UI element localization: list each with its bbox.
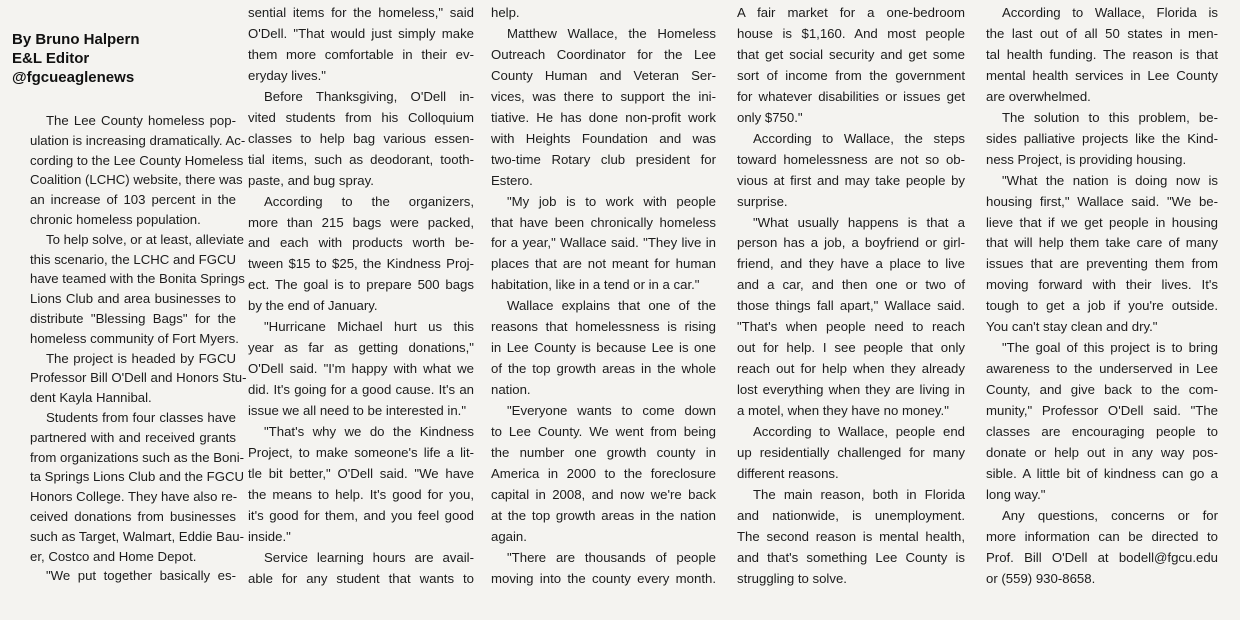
text-line: this scenario, the LCHC and FGCU — [30, 251, 236, 267]
article-paragraph — [737, 129, 965, 213]
text-line: and that's something Lee County is — [737, 549, 965, 565]
text-line: inside." — [248, 528, 291, 544]
text-line: According to the organizers, — [264, 193, 474, 209]
article-column-5 — [986, 3, 1218, 590]
text-line: tial items, such as deodorant, tooth- — [248, 151, 474, 167]
text-line: are overwhelmed. — [986, 88, 1091, 104]
text-line: long way." — [986, 486, 1046, 502]
article-paragraph — [986, 108, 1218, 171]
article-paragraph — [737, 485, 965, 590]
text-line: dent Kayla Hannibal. — [30, 390, 152, 406]
text-line: and each with products worth be- — [248, 235, 474, 251]
text-line: sible. A little bit of kindness can go a — [986, 465, 1218, 481]
text-line: it's good for them, and you feel good — [248, 507, 474, 523]
text-line: The project is headed by FGCU — [46, 350, 236, 366]
text-line: help. — [491, 5, 520, 20]
text-line: America in 2000 to the foreclosure — [491, 465, 716, 481]
text-line: Before Thanksgiving, O'Dell in- — [264, 88, 474, 104]
text-line: Professor Bill O'Dell and Honors Stu- — [30, 370, 247, 386]
text-line: reach out for help when they already — [737, 361, 965, 377]
article-paragraph — [248, 87, 474, 192]
text-line: "That's when people need to reach — [737, 319, 965, 335]
author-role: E&L Editor — [12, 50, 90, 67]
text-line: lost everything when they are living in — [737, 382, 965, 398]
text-line: more information can be directed to — [986, 528, 1218, 544]
text-line: friend, and they have a place to live — [737, 256, 965, 272]
text-line: issue we all need to be interested in." — [248, 403, 467, 419]
text-line: house is $1,160. And most people — [737, 25, 965, 41]
text-line: ness Project, is providing housing. — [986, 151, 1187, 167]
text-line: reasons that homelessness is rising — [491, 319, 716, 335]
article-paragraph — [30, 408, 245, 566]
text-line: A fair market for a one-bedroom — [737, 5, 965, 20]
article-paragraph — [491, 3, 716, 24]
text-line: "The goal of this project is to bring — [1002, 340, 1218, 356]
article-paragraph — [248, 548, 474, 590]
text-line: such as Target, Walmart, Eddie Bau- — [30, 528, 245, 544]
text-line: two-time Rotary club president for — [491, 151, 716, 167]
text-line: with Heights Foundation and was — [491, 130, 716, 146]
text-line: vious at first and may take people by — [737, 172, 965, 188]
text-line: or (559) 930-8658. — [986, 570, 1096, 586]
text-line: did. It's going for a good cause. It's an — [248, 382, 474, 398]
text-line: sides palliative projects like the Kind- — [986, 130, 1218, 146]
text-line: those things fall apart," Wallace said. — [737, 298, 965, 314]
text-line: sential items for the homeless," said — [248, 5, 474, 20]
text-line: To help solve, or at least, alleviate — [46, 231, 244, 247]
text-line: the number one growth county in — [491, 445, 716, 461]
text-line: Project, to make someone's life a lit- — [248, 445, 474, 461]
text-line: that get social security and get some — [737, 46, 965, 62]
text-line: "What usually happens is that a — [753, 214, 965, 230]
text-line: Students from four classes have — [46, 409, 236, 425]
article-paragraph — [986, 506, 1218, 590]
text-line: "Everyone wants to come down — [507, 403, 716, 419]
text-line: a motel, when they have no money." — [737, 403, 949, 419]
text-line: an increase of 103 percent in the — [30, 192, 236, 208]
text-line: places that are not meant for human — [491, 256, 716, 272]
text-line: classes are encouraging people to — [986, 424, 1218, 440]
text-line: partnered with and received grants — [30, 429, 236, 445]
article-paragraph — [986, 338, 1218, 506]
article-paragraph — [30, 566, 236, 586]
text-line: vited students from his Colloquium — [248, 109, 474, 125]
text-line: capital in 2008, and now we're back — [491, 486, 716, 502]
text-line: that will help them take care of many — [986, 235, 1218, 251]
text-line: You can't stay clean and dry." — [986, 319, 1158, 335]
article-paragraph — [986, 3, 1218, 108]
text-line: and nationwide, is unemployment. — [737, 507, 965, 523]
text-line: toward homelessness are not so ob- — [737, 151, 965, 167]
text-line: in Lee County is because Lee is one — [491, 340, 716, 356]
text-line: tween $15 to $25, the Kindness Proj- — [248, 256, 474, 272]
text-line: only $750." — [737, 109, 803, 125]
text-line: Service learning hours are avail- — [264, 549, 474, 565]
text-line: at the top growth areas in the nation — [491, 507, 716, 523]
text-line: "That's why we do the Kindness — [264, 424, 474, 440]
article-paragraph — [491, 192, 716, 297]
text-line: habitation, like in a tend or in a car." — [491, 277, 700, 293]
text-line: Estero. — [491, 172, 533, 188]
text-line: Lions Club and area businesses to — [30, 291, 236, 307]
text-line: paste, and bug spray. — [248, 172, 374, 188]
article-paragraph — [491, 24, 716, 192]
text-line: eryday lives." — [248, 67, 326, 83]
text-line: The solution to this problem, be- — [1002, 109, 1218, 125]
text-line: awareness to the underserved in Lee — [986, 361, 1218, 377]
text-line: for a year," Wallace said. "They live in — [491, 235, 716, 251]
text-line: moving forward with their lives. It's — [986, 277, 1218, 293]
text-line: able for any student that wants to — [248, 570, 474, 586]
article-paragraph — [248, 192, 474, 318]
text-line: person has a job, a boyfriend or girl- — [737, 235, 965, 251]
text-line: According to Wallace, people end — [753, 424, 965, 440]
text-line: er, Costco and Home Depot. — [30, 548, 197, 564]
text-line: out for help. I see people that only — [737, 340, 965, 356]
text-line: County, and give back to the com- — [986, 382, 1218, 398]
article-paragraph — [30, 349, 247, 408]
article-paragraph — [248, 3, 474, 87]
text-line: by the end of January. — [248, 298, 378, 314]
text-line: again. — [491, 528, 527, 544]
text-line: tal health funding. The reason is that — [986, 46, 1218, 62]
text-line: Prof. Bill O'Dell at bodell@fgcu.edu — [986, 549, 1218, 565]
text-line: more than 215 bags were packed, — [248, 214, 474, 230]
text-line: ulation is increasing dramatically. Ac- — [30, 132, 246, 148]
text-line: different reasons. — [737, 465, 839, 481]
text-line: Wallace explains that one of the — [507, 298, 716, 314]
author-name: By Bruno Halpern — [12, 31, 140, 48]
text-line: moving into the county every month. — [491, 570, 716, 586]
text-line: ceived donations from businesses — [30, 508, 236, 524]
text-line: issues that are preventing them from — [986, 256, 1218, 272]
text-line: chronic homeless population. — [30, 211, 201, 227]
byline — [12, 30, 140, 87]
text-line: that have been chronically homeless — [491, 214, 716, 230]
text-line: According to Wallace, the steps — [753, 130, 965, 146]
text-line: "What the nation is doing now is — [1002, 172, 1218, 188]
text-line: them more comfortable in their ev- — [248, 46, 474, 62]
text-line: sort of income from the government — [737, 67, 965, 83]
text-line: homeless community of Fort Myers. — [30, 330, 239, 346]
text-line: the last out of all 50 states in men- — [986, 25, 1218, 41]
text-line: surprise. — [737, 193, 788, 209]
text-line: "We put together basically es- — [46, 568, 236, 584]
text-line: ta Springs Lions Club and the FGCU — [30, 469, 245, 485]
text-line: "My job is to work with people — [507, 193, 716, 209]
text-line: of the top growth areas in the whole — [491, 361, 716, 377]
text-line: Any questions, concerns or for — [1002, 507, 1218, 523]
text-line: ect. The goal is to prepare 500 bags — [248, 277, 474, 293]
text-line: tough to get a job if you're outside. — [986, 298, 1218, 314]
article-column-2 — [248, 3, 474, 590]
text-line: "Hurricane Michael hurt us this — [264, 319, 474, 335]
article-column-1 — [30, 111, 247, 586]
text-line: and a car, and then one or two of — [737, 277, 965, 293]
article-paragraph — [30, 111, 246, 230]
text-line: munity," Professor O'Dell said. "The — [986, 403, 1218, 419]
text-line: Coalition (LCHC) website, there was — [30, 172, 243, 188]
text-line: distribute "Blessing Bags" for the — [30, 310, 236, 326]
article-paragraph — [491, 296, 716, 401]
text-line: O'Dell. "That would just simply make — [248, 25, 474, 41]
text-line: County Human and Veteran Ser- — [491, 67, 716, 83]
text-line: tiative. He has done non-profit work — [491, 109, 716, 125]
article-column-3 — [491, 3, 716, 590]
article-paragraph — [737, 422, 965, 485]
text-line: classes to help bag various essen- — [248, 130, 474, 146]
article-paragraph — [491, 548, 716, 590]
text-line: cording to the Lee County Homeless — [30, 152, 244, 168]
article-paragraph — [248, 317, 474, 422]
article-paragraph — [491, 401, 716, 548]
text-line: to Lee County. We went from being — [491, 424, 716, 440]
text-line: have teamed with the Bonita Springs — [30, 271, 245, 287]
text-line: donate or help out in any way pos- — [986, 445, 1218, 461]
text-line: Outreach Coordinator for the Lee — [491, 46, 716, 62]
article-paragraph — [30, 230, 245, 349]
text-line: Matthew Wallace, the Homeless — [507, 25, 716, 41]
text-line: nation. — [491, 382, 531, 398]
text-line: The Lee County homeless pop- — [46, 113, 236, 128]
article-paragraph — [248, 422, 474, 548]
text-line: The second reason is mental health, — [737, 528, 965, 544]
text-line: Honors College. They have also re- — [30, 489, 238, 505]
text-line: housing first," Wallace said. "We be- — [986, 193, 1218, 209]
text-line: "There are thousands of people — [507, 549, 716, 565]
article-paragraph — [737, 213, 965, 423]
text-line: up residentially challenged for many — [737, 445, 965, 461]
text-line: for whatever disabilities or issues get — [737, 88, 965, 104]
article-paragraph — [737, 3, 965, 129]
author-handle: @fgcueaglenews — [12, 69, 135, 86]
text-line: The main reason, both in Florida — [753, 486, 965, 502]
text-line: struggling to solve. — [737, 570, 847, 586]
text-line: from organizations such as the Boni- — [30, 449, 245, 465]
text-line: tle bit better," O'Dell said. "We have — [248, 465, 474, 481]
article-column-4 — [737, 3, 965, 590]
text-line: year as far as getting donations," — [248, 340, 474, 356]
text-line: O'Dell said. "I'm happy with what we — [248, 361, 474, 377]
article-paragraph — [986, 171, 1218, 339]
text-line: the means to help. It's good for you, — [248, 486, 474, 502]
text-line: lieve that if we get people in housing — [986, 214, 1218, 230]
text-line: According to Wallace, Florida is — [1002, 5, 1218, 20]
text-line: vices, was there to support the ini- — [491, 88, 716, 104]
text-line: mental health services in Lee County — [986, 67, 1218, 83]
